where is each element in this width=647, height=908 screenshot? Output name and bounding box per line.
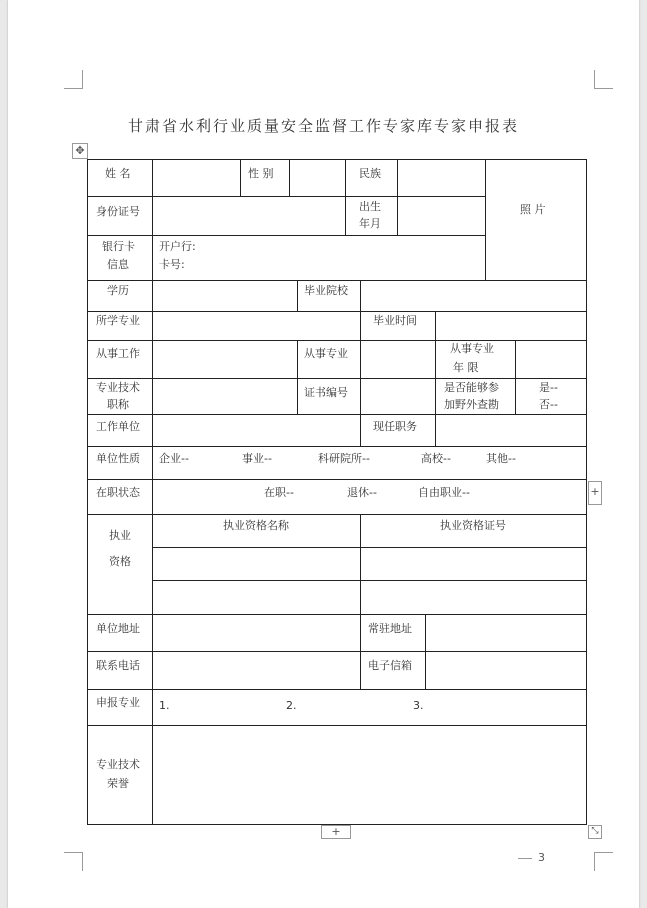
gender-field[interactable] bbox=[290, 160, 344, 195]
label-work-major: 从事专业 bbox=[304, 347, 348, 360]
label-education: 学历 bbox=[107, 284, 129, 297]
label-honor-line1: 专业技术 bbox=[96, 758, 140, 771]
grid-line bbox=[297, 378, 298, 414]
grid-line bbox=[240, 159, 241, 196]
grid-line bbox=[435, 378, 436, 414]
qual-cert-header: 执业资格证号 bbox=[440, 519, 506, 532]
work-major-field[interactable] bbox=[361, 341, 434, 377]
label-home-address: 常驻地址 bbox=[368, 622, 412, 635]
school-field[interactable] bbox=[361, 281, 585, 310]
label-birth-line1: 出生 bbox=[359, 200, 381, 213]
label-id-number: 身份证号 bbox=[96, 205, 140, 218]
table-resize-icon[interactable]: ⤡ bbox=[588, 825, 602, 839]
label-bank-line2: 信息 bbox=[107, 258, 129, 271]
page-number-value: 3 bbox=[538, 851, 545, 864]
birth-field[interactable] bbox=[398, 197, 484, 234]
name-field[interactable] bbox=[153, 160, 239, 195]
work-field-input[interactable] bbox=[153, 341, 296, 377]
document-page bbox=[8, 0, 639, 908]
grid-line bbox=[485, 159, 486, 280]
label-email: 电子信箱 bbox=[368, 659, 412, 672]
label-name: 姓 名 bbox=[105, 167, 131, 180]
apply-item-2[interactable]: 2. bbox=[286, 699, 297, 712]
home-address-field[interactable] bbox=[426, 615, 585, 650]
status-option[interactable]: 在职-- bbox=[264, 486, 294, 499]
status-option[interactable]: 自由职业-- bbox=[418, 486, 470, 499]
grad-time-field[interactable] bbox=[436, 312, 585, 339]
title-field[interactable] bbox=[153, 379, 296, 413]
label-honor-line2: 荣誉 bbox=[107, 777, 129, 790]
position-field[interactable] bbox=[436, 415, 585, 445]
email-field[interactable] bbox=[426, 652, 585, 688]
phone-field[interactable] bbox=[153, 652, 359, 688]
option-no[interactable]: 否-- bbox=[539, 398, 558, 411]
label-employer: 工作单位 bbox=[96, 420, 140, 433]
label-years-line2: 年 限 bbox=[453, 361, 479, 374]
card-number-label: 卡号: bbox=[159, 258, 185, 271]
label-field-line2: 加野外查勘 bbox=[444, 398, 499, 411]
years-field[interactable] bbox=[516, 341, 585, 377]
label-title-line1: 专业技术 bbox=[96, 381, 140, 394]
unit-option[interactable]: 科研院所-- bbox=[318, 452, 370, 465]
apply-item-1[interactable]: 1. bbox=[159, 699, 170, 712]
status-option[interactable]: 退休-- bbox=[347, 486, 377, 499]
page-number bbox=[518, 851, 545, 864]
label-work-field: 从事工作 bbox=[96, 347, 140, 360]
grid-line bbox=[586, 159, 587, 825]
label-major: 所学专业 bbox=[96, 314, 140, 327]
grid-line bbox=[297, 280, 298, 311]
label-qual-line2: 资格 bbox=[109, 555, 131, 568]
apply-item-3[interactable]: 3. bbox=[413, 699, 424, 712]
unit-address-field[interactable] bbox=[153, 615, 359, 650]
crop-mark-bottom-right bbox=[594, 852, 613, 871]
grid-line bbox=[87, 689, 587, 690]
page-number-dash bbox=[518, 858, 532, 859]
unit-option[interactable]: 高校-- bbox=[421, 452, 451, 465]
grid-line bbox=[87, 514, 587, 515]
crop-mark-bottom-left bbox=[64, 852, 83, 871]
grid-line bbox=[360, 311, 361, 340]
grid-line bbox=[435, 340, 436, 378]
bank-account-label: 开户行: bbox=[159, 240, 196, 253]
grid-line bbox=[345, 159, 346, 196]
cert-no-field[interactable] bbox=[361, 379, 434, 413]
label-qual-line1: 执业 bbox=[109, 529, 131, 542]
id-number-field[interactable] bbox=[153, 197, 344, 234]
label-bank-line1: 银行卡 bbox=[102, 240, 135, 253]
label-grad-time: 毕业时间 bbox=[373, 314, 417, 327]
grid-line bbox=[87, 235, 485, 236]
label-phone: 联系电话 bbox=[96, 659, 140, 672]
form-title: 甘肃省水利行业质量安全监督工作专家库专家申报表 bbox=[127, 117, 519, 135]
label-cert-no: 证书编号 bbox=[304, 386, 348, 399]
honor-field[interactable] bbox=[153, 726, 585, 823]
label-status: 在职状态 bbox=[96, 486, 140, 499]
label-school: 毕业院校 bbox=[304, 284, 348, 297]
label-unit-address: 单位地址 bbox=[96, 622, 140, 635]
label-gender: 性 别 bbox=[248, 167, 274, 180]
major-field[interactable] bbox=[153, 312, 359, 339]
grid-line bbox=[360, 614, 361, 689]
option-yes[interactable]: 是-- bbox=[539, 381, 558, 394]
grid-line bbox=[345, 196, 346, 235]
qual-name-field[interactable] bbox=[153, 581, 359, 613]
ethnicity-field[interactable] bbox=[398, 160, 484, 195]
label-birth-line2: 年月 bbox=[359, 217, 381, 230]
label-position: 现任职务 bbox=[373, 420, 417, 433]
education-field[interactable] bbox=[153, 281, 296, 310]
qual-cert-field[interactable] bbox=[361, 581, 585, 613]
grid-line bbox=[297, 340, 298, 378]
unit-option[interactable]: 其他-- bbox=[486, 452, 516, 465]
label-field-line1: 是否能够参 bbox=[444, 381, 499, 394]
add-row-button[interactable]: + bbox=[321, 825, 351, 839]
qual-cert-field[interactable] bbox=[361, 548, 585, 579]
crop-mark-top-right bbox=[594, 70, 613, 89]
grid-line bbox=[515, 378, 516, 414]
unit-option[interactable]: 企业-- bbox=[159, 452, 189, 465]
add-column-button[interactable]: + bbox=[588, 481, 602, 505]
grid-line bbox=[87, 446, 587, 447]
label-years-line1: 从事专业 bbox=[450, 342, 494, 355]
unit-option[interactable]: 事业-- bbox=[242, 452, 272, 465]
label-unit-type: 单位性质 bbox=[96, 452, 140, 465]
grid-line bbox=[87, 479, 587, 480]
label-photo: 照 片 bbox=[520, 203, 546, 216]
employer-field[interactable] bbox=[153, 415, 359, 445]
qual-name-header: 执业资格名称 bbox=[223, 519, 289, 532]
label-apply-major: 申报专业 bbox=[96, 696, 140, 709]
label-ethnicity: 民族 bbox=[359, 167, 381, 180]
crop-mark-top-left bbox=[64, 70, 83, 89]
label-title-line2: 职称 bbox=[107, 398, 129, 411]
grid-line bbox=[360, 414, 361, 446]
table-move-icon[interactable]: ✥ bbox=[72, 143, 88, 159]
qual-name-field[interactable] bbox=[153, 548, 359, 579]
grid-line bbox=[87, 159, 88, 825]
